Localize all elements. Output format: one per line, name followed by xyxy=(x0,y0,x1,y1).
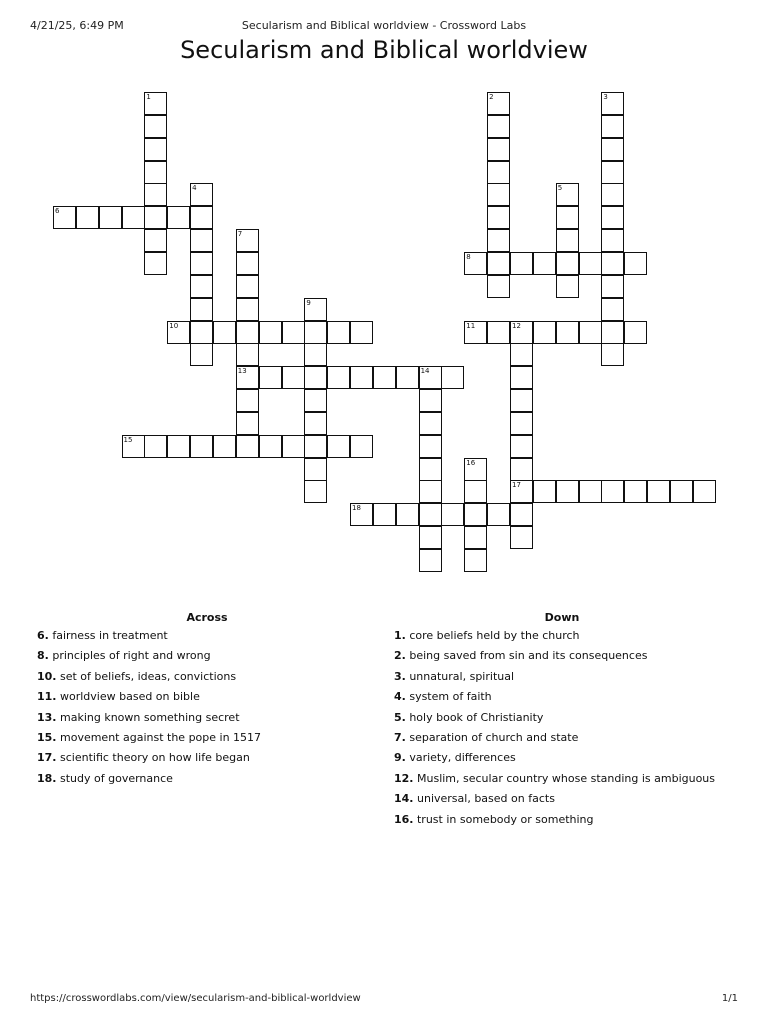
grid-cell[interactable] xyxy=(190,229,213,252)
grid-cell[interactable] xyxy=(350,435,373,458)
clue-text: scientific theory on how life began xyxy=(56,751,250,765)
clue-text: trust in somebody or something xyxy=(413,812,594,826)
grid-cell[interactable] xyxy=(259,435,282,458)
clue-number: 12. xyxy=(394,771,414,785)
grid-cell[interactable] xyxy=(487,115,510,138)
cell-number: 2 xyxy=(489,93,494,101)
across-heading: Across xyxy=(186,611,228,624)
grid-cell[interactable] xyxy=(236,343,259,366)
grid-cell[interactable] xyxy=(624,252,647,275)
grid-cell[interactable] xyxy=(647,480,670,503)
grid-cell[interactable] xyxy=(601,161,624,184)
grid-cell[interactable] xyxy=(236,252,259,275)
grid-cell[interactable] xyxy=(487,503,510,526)
grid-cell[interactable] xyxy=(350,321,373,344)
down-clue xyxy=(394,772,744,792)
across-clue xyxy=(37,731,377,751)
clue-number: 14. xyxy=(394,792,414,806)
grid-cell[interactable] xyxy=(373,366,396,389)
print-datetime: 4/21/25, 6:49 PM xyxy=(30,19,124,32)
footer-url: https://crosswordlabs.com/view/secularism-and-biblical-worldview xyxy=(30,993,361,1004)
grid-cell[interactable] xyxy=(464,503,487,526)
across-clue xyxy=(37,670,377,690)
cell-number: 18 xyxy=(352,504,361,513)
clue-text: holy book of Christianity xyxy=(405,710,544,724)
cell-number: 17 xyxy=(512,481,521,490)
clue-text: variety, differences xyxy=(405,751,516,765)
cell-number: 5 xyxy=(557,184,563,193)
grid-cell[interactable] xyxy=(601,252,624,275)
grid-cell[interactable] xyxy=(190,206,213,229)
grid-cell[interactable] xyxy=(419,549,442,572)
grid-cell[interactable] xyxy=(601,138,624,161)
footer-page-number: 1/1 xyxy=(721,993,738,1004)
cell-number: 14 xyxy=(420,367,430,376)
clue-text: universal, based on facts xyxy=(413,792,555,806)
grid-cell[interactable] xyxy=(259,321,282,344)
grid-cell[interactable] xyxy=(510,458,533,481)
grid-cell[interactable] xyxy=(304,343,327,366)
grid-cell[interactable] xyxy=(304,435,327,458)
grid-cell[interactable] xyxy=(236,412,259,435)
puzzle-title: Secularism and Biblical worldview xyxy=(180,36,588,64)
grid-cell[interactable] xyxy=(464,526,487,549)
grid-cell[interactable] xyxy=(487,183,510,206)
down-clue xyxy=(394,731,744,751)
grid-cell[interactable] xyxy=(190,298,213,321)
grid-cell[interactable] xyxy=(441,503,464,526)
clue-number: 17. xyxy=(37,751,57,765)
grid-cell[interactable] xyxy=(510,343,533,366)
grid-cell[interactable] xyxy=(144,435,167,458)
clue-text: separation of church and state xyxy=(405,730,579,744)
grid-cell[interactable] xyxy=(144,229,167,252)
grid-cell[interactable] xyxy=(419,412,442,435)
grid-cell[interactable] xyxy=(510,389,533,412)
grid-cell[interactable] xyxy=(236,321,259,344)
grid-cell[interactable] xyxy=(510,366,533,389)
grid-cell[interactable] xyxy=(327,366,350,389)
grid-cell[interactable] xyxy=(190,435,213,458)
clue-text: set of beliefs, ideas, convictions xyxy=(56,669,237,683)
clue-number: 4. xyxy=(394,690,406,704)
grid-cell[interactable] xyxy=(327,435,350,458)
grid-cell[interactable] xyxy=(556,229,579,252)
grid-cell[interactable] xyxy=(419,480,442,503)
cell-number: 4 xyxy=(192,184,197,193)
grid-cell[interactable] xyxy=(487,252,510,275)
grid-cell[interactable] xyxy=(510,503,533,526)
print-page-title: Secularism and Biblical worldview - Crossword Labs xyxy=(241,19,527,32)
grid-cell[interactable] xyxy=(190,343,213,366)
grid-cell[interactable] xyxy=(419,526,442,549)
grid-cell[interactable] xyxy=(213,321,236,344)
down-clue xyxy=(394,690,744,710)
clue-text: Muslim, secular country whose standing is ambiguous xyxy=(413,771,716,785)
cell-number: 8 xyxy=(466,252,471,261)
clue-text: fairness in treatment xyxy=(48,629,168,642)
grid-cell[interactable] xyxy=(624,321,647,344)
cell-number: 6 xyxy=(55,207,60,216)
grid-cell[interactable] xyxy=(419,389,442,412)
grid-cell[interactable] xyxy=(236,298,259,321)
grid-cell[interactable] xyxy=(350,366,373,389)
grid-cell[interactable] xyxy=(441,366,464,389)
down-clue xyxy=(394,629,744,649)
grid-cell[interactable] xyxy=(144,161,167,184)
clue-number: 13. xyxy=(37,710,57,724)
cell-number: 16 xyxy=(466,458,476,467)
down-clue xyxy=(394,813,744,833)
clue-number: 8. xyxy=(37,649,49,663)
grid-cell[interactable] xyxy=(144,252,167,275)
grid-cell[interactable] xyxy=(304,480,327,503)
grid-cell[interactable] xyxy=(419,458,442,481)
clue-number: 3. xyxy=(394,669,406,683)
clue-number: 2. xyxy=(394,649,406,663)
grid-cell[interactable] xyxy=(304,412,327,435)
clue-number: 1. xyxy=(394,629,406,642)
grid-cell[interactable] xyxy=(304,366,327,389)
down-clue xyxy=(394,649,744,669)
grid-cell[interactable] xyxy=(579,321,602,344)
grid-cell[interactable] xyxy=(76,206,99,229)
down-clues xyxy=(394,611,744,833)
clue-text: unnatural, spiritual xyxy=(405,669,515,683)
across-clue xyxy=(37,751,377,771)
grid-cell[interactable] xyxy=(601,115,624,138)
cell-number: 1 xyxy=(146,93,151,101)
grid-cell[interactable] xyxy=(556,480,579,503)
across-clue xyxy=(37,629,377,649)
clue-number: 10. xyxy=(37,669,57,683)
cell-number: 9 xyxy=(306,298,311,307)
across-clues xyxy=(37,611,377,792)
grid-cell[interactable] xyxy=(533,252,556,275)
grid-cell[interactable] xyxy=(601,321,624,344)
grid-cell[interactable] xyxy=(282,366,305,389)
clue-text: system of faith xyxy=(405,690,492,704)
grid-cell[interactable] xyxy=(167,206,190,229)
grid-cell[interactable] xyxy=(601,480,624,503)
grid-cell[interactable] xyxy=(327,321,350,344)
grid-cell[interactable] xyxy=(579,480,602,503)
across-clue xyxy=(37,772,377,792)
cell-number: 12 xyxy=(512,321,521,330)
grid-cell[interactable] xyxy=(533,321,556,344)
grid-cell[interactable] xyxy=(373,503,396,526)
clue-text: movement against the pope in 1517 xyxy=(56,730,262,744)
cell-number: 15 xyxy=(123,435,133,444)
grid-cell[interactable] xyxy=(259,366,282,389)
grid-cell[interactable] xyxy=(304,458,327,481)
grid-cell[interactable] xyxy=(282,321,305,344)
grid-cell[interactable] xyxy=(464,480,487,503)
grid-cell[interactable] xyxy=(144,183,167,206)
grid-cell[interactable] xyxy=(464,549,487,572)
grid-cell[interactable] xyxy=(190,321,213,344)
grid-cell[interactable] xyxy=(99,206,122,229)
grid-cell[interactable] xyxy=(510,412,533,435)
grid-cell[interactable] xyxy=(601,298,624,321)
grid-cell[interactable] xyxy=(601,229,624,252)
grid-cell[interactable] xyxy=(556,252,579,275)
clue-number: 16. xyxy=(394,812,414,826)
grid-cell[interactable] xyxy=(144,138,167,161)
grid-cell[interactable] xyxy=(693,480,716,503)
cell-number: 13 xyxy=(237,367,247,376)
grid-cell[interactable] xyxy=(556,321,579,344)
across-clue-list xyxy=(37,629,377,792)
grid-cell[interactable] xyxy=(144,115,167,138)
grid-cell[interactable] xyxy=(556,206,579,229)
grid-cell[interactable] xyxy=(190,252,213,275)
clue-number: 6. xyxy=(37,629,49,642)
across-clue xyxy=(37,711,377,731)
grid-cell[interactable] xyxy=(624,480,647,503)
cell-number: 11 xyxy=(466,321,476,330)
grid-cell[interactable] xyxy=(533,480,556,503)
grid-cell[interactable] xyxy=(487,229,510,252)
clue-number: 9. xyxy=(394,751,406,765)
grid-cell[interactable] xyxy=(213,435,236,458)
grid-cell[interactable] xyxy=(601,343,624,366)
grid-cell[interactable] xyxy=(236,275,259,298)
clue-text: core beliefs held by the church xyxy=(405,629,580,642)
clue-number: 11. xyxy=(37,690,57,704)
grid-cell[interactable] xyxy=(419,503,442,526)
grid-cell[interactable] xyxy=(396,366,419,389)
clue-text: being saved from sin and its consequences xyxy=(405,649,648,663)
grid-cell[interactable] xyxy=(601,183,624,206)
grid-cell[interactable] xyxy=(304,389,327,412)
grid-cell[interactable] xyxy=(556,275,579,298)
grid-cell[interactable] xyxy=(122,206,145,229)
grid-cell[interactable] xyxy=(419,435,442,458)
grid-cell[interactable] xyxy=(579,252,602,275)
clue-text: worldview based on bible xyxy=(56,690,200,704)
clue-number: 7. xyxy=(394,730,406,744)
clue-number: 5. xyxy=(394,710,406,724)
clue-number: 15. xyxy=(37,730,57,744)
grid-cell[interactable] xyxy=(510,252,533,275)
down-clue xyxy=(394,751,744,771)
down-clue xyxy=(394,670,744,690)
grid-cell[interactable] xyxy=(670,480,693,503)
grid-cell[interactable] xyxy=(601,206,624,229)
clue-text: study of governance xyxy=(56,771,173,785)
clue-text: making known something secret xyxy=(56,710,240,724)
grid-cell[interactable] xyxy=(487,206,510,229)
grid-cell[interactable] xyxy=(167,435,190,458)
down-heading: Down xyxy=(544,611,580,624)
clue-text: principles of right and wrong xyxy=(48,649,211,663)
grid-cell[interactable] xyxy=(601,275,624,298)
grid-cell[interactable] xyxy=(282,435,305,458)
grid-cell[interactable] xyxy=(190,275,213,298)
grid-cell[interactable] xyxy=(144,206,167,229)
across-clue xyxy=(37,649,377,669)
grid-cell[interactable] xyxy=(396,503,419,526)
grid-cell[interactable] xyxy=(487,321,510,344)
grid-cell[interactable] xyxy=(487,138,510,161)
down-clue-list xyxy=(394,629,744,833)
cell-number: 7 xyxy=(237,230,243,239)
grid-cell[interactable] xyxy=(510,526,533,549)
down-clue xyxy=(394,711,744,731)
grid-cell[interactable] xyxy=(304,321,327,344)
grid-cell[interactable] xyxy=(510,435,533,458)
grid-cell[interactable] xyxy=(236,389,259,412)
grid-cell[interactable] xyxy=(487,161,510,184)
cell-number: 10 xyxy=(169,321,179,330)
grid-cell[interactable] xyxy=(236,435,259,458)
grid-cell[interactable] xyxy=(487,275,510,298)
across-clue xyxy=(37,690,377,710)
down-clue xyxy=(394,792,744,812)
clue-number: 18. xyxy=(37,771,57,785)
cell-number: 3 xyxy=(603,93,608,101)
